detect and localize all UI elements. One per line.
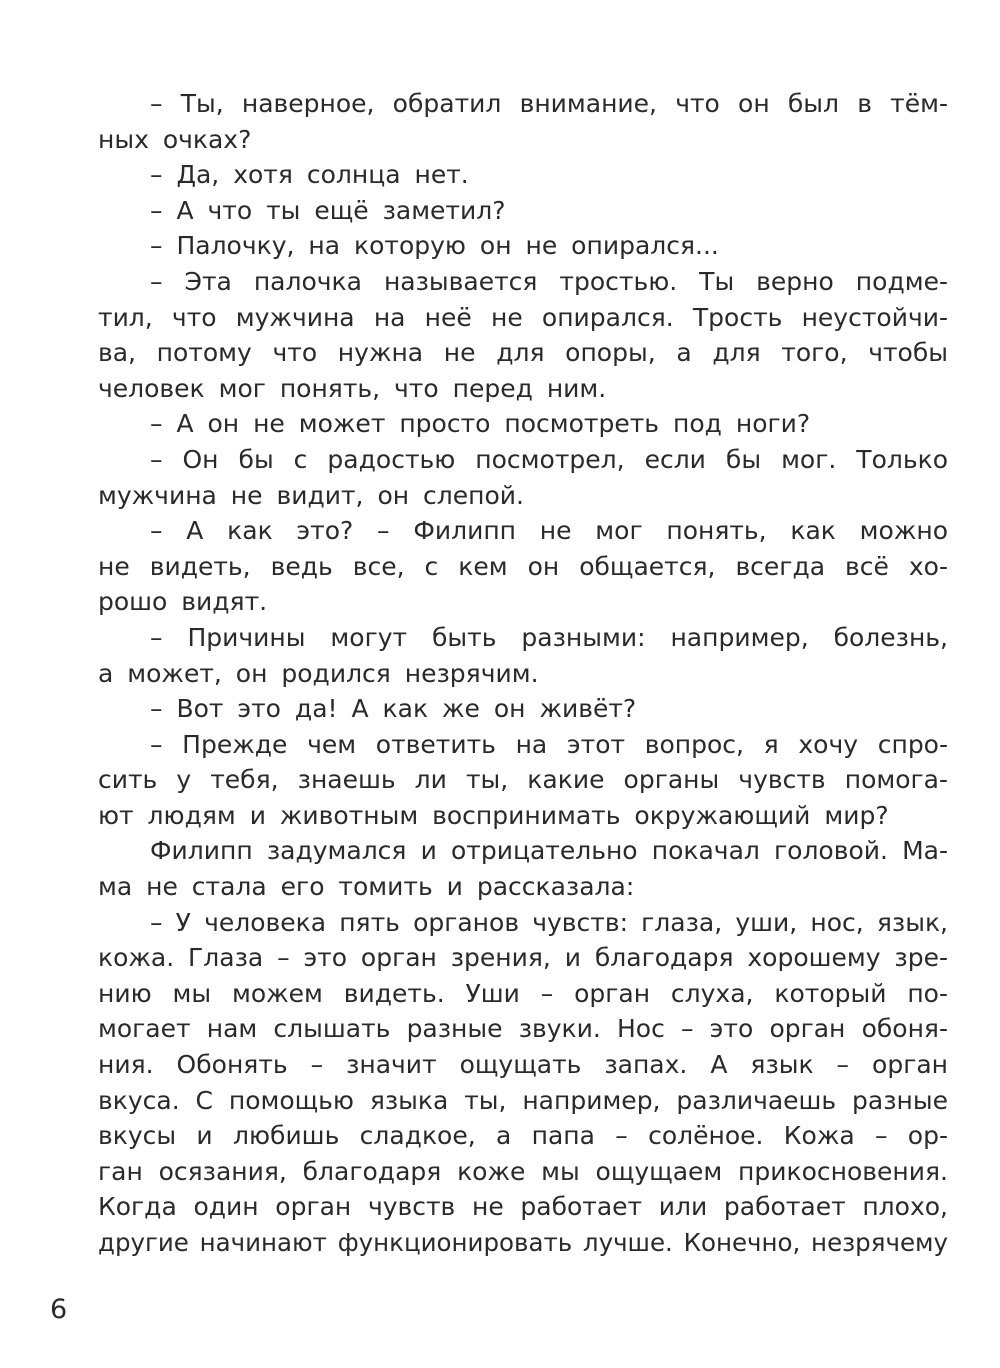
text-line: – Да, хотя солнца нет. [150,160,469,190]
text-line: ют людям и животным воспринимать окружающий мир? [98,800,889,830]
text-line: а может, он родился незрячим. [98,658,539,688]
text-line: другие начинают функционировать лучше. Конечно, незрячему [98,1228,948,1257]
text-line: Филипп задумался и отрицательно покачал головой. Ма- [150,836,948,866]
text-line: мужчина не видит, он слепой. [98,480,524,510]
text-line: – Он бы с радостью посмотрел, если бы мог. Только [150,444,948,474]
text-line: Когда один орган чувств не работает или работает плохо, [98,1192,948,1222]
text-line: – А как это? – Филипп не мог понять, как можно [150,516,948,546]
text-line: кожа. Глаза – это орган зрения, и благодаря хорошему зре- [98,943,948,973]
text-line: ных очках? [98,124,252,154]
page-number: 6 [50,1294,68,1325]
text-line: ган осязания, благодаря коже мы ощущаем прикосновения. [98,1156,948,1186]
body-text [98,86,948,1261]
text-line: – А что ты ещё заметил? [150,195,506,225]
text-line: не видеть, ведь все, с кем он общается, всегда всё хо- [98,551,948,581]
text-line: вкусы и любишь сладкое, а папа – солёное. Кожа – ор- [98,1121,948,1151]
text-line: тил, что мужчина на неё не опирался. Трость неустойчи- [98,302,948,332]
text-line: ния. Обонять – значит ощущать запах. А язык – орган [98,1050,948,1080]
text-line: – Прежде чем ответить на этот вопрос, я хочу спро- [150,729,948,759]
text-line: сить у тебя, знаешь ли ты, какие органы чувств помога- [98,765,948,795]
text-line: вкуса. С помощью языка ты, например, различаешь разные [98,1085,948,1115]
text-line: ма не стала его томить и рассказала: [98,872,635,902]
text-line: – Причины могут быть разными: например, болезнь, [150,622,948,652]
text-line: человек мог понять, что перед ним. [98,373,607,403]
text-line: – Ты, наверное, обратил внимание, что он был в тём- [150,89,948,118]
text-line: – Палочку, на которую он не опирался... [150,231,719,261]
text-line: могает нам слышать разные звуки. Нос – это орган обоня- [98,1014,948,1044]
text-line: ва, потому что нужна не для опоры, а для того, чтобы [98,338,948,368]
text-line: – А он не может просто посмотреть под ноги? [150,409,811,439]
text-line: нию мы можем видеть. Уши – орган слуха, который по- [98,978,948,1008]
text-line: рошо видят. [98,587,268,617]
text-line: – У человека пять органов чувств: глаза, уши, нос, язык, [150,907,948,937]
text-line: – Эта палочка называется тростью. Ты верно подме- [150,266,948,296]
text-line: – Вот это да! А как же он живёт? [150,694,637,724]
